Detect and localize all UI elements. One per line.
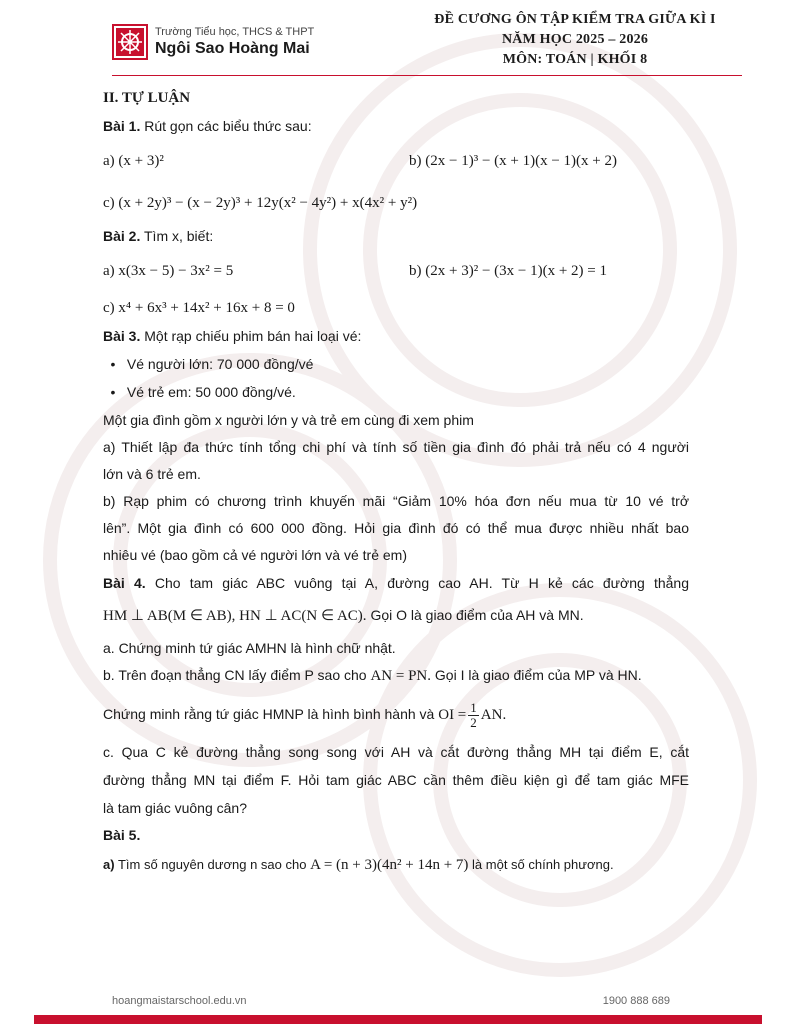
bai2-label: Bài 2. [103,228,141,244]
school-subtitle: Trường Tiểu học, THCS & THPT [155,26,315,38]
section-title: II. TỰ LUẬN [103,90,191,106]
bai3-line1: Một gia đình gồm x người lớn y và trẻ em cùng đi xem phim [103,412,474,428]
bai4-b-post: Gọi I là giao điểm của MP và HN. [434,667,642,683]
title-line-2: NĂM HỌC 2025 – 2026 [501,32,649,47]
bullet-2-text: Vé trẻ em: 50 000 đồng/vé. [126,384,296,400]
bai3-bullet-1 [103,354,313,374]
bai4-a: a. Chứng minh tứ giác AMHN là hình chữ nhật. [103,640,396,656]
bullet-1-text: Vé người lớn: 70 000 đồng/vé [126,356,314,372]
star-logo-icon [112,24,148,60]
bai3-b-line3: nhiêu vé (bao gồm cả vé người lớn và vé trẻ em) [103,547,407,563]
bai3-a-line2: lớn và 6 trẻ em. [103,466,201,482]
bullet-dot-icon: • [110,384,116,400]
bai4-label: Bài 4. [103,575,146,591]
bai5-a-math: A = (n + 3)(4n² + 14n + 7) [310,857,469,873]
bai2-text: Tìm x, biết: [144,228,214,244]
bai3-b-line1: b) Rạp phim có chương trình khuyến mãi “Giảm 10% hóa đơn nếu mua từ 10 vé trở [103,493,689,509]
bai3-b-line2: lên”. Một gia đình có 600 000 đồng. Hỏi gia đình đó có thể mua được nhiều nhất bao [103,520,689,536]
fraction-denominator: 2 [470,714,477,730]
bai4-b-line1 [103,665,642,686]
bai4-b2-pre: Chứng minh rằng tứ giác HMNP là hình bình hành và [103,706,435,722]
footer-phone: 1900 888 689 [602,995,670,1007]
bai5-a-label: a) [103,857,115,872]
bai3-heading [103,326,361,346]
bai1-b: b) (2x − 1)³ − (x + 1)(x − 1)(x + 2) [409,153,618,169]
bai4-b-line2 [103,697,506,732]
bai1-a: a) (x + 3)² [103,153,164,169]
footer-website: hoangmaistarschool.edu.vn [112,995,247,1007]
bai1-text: Rút gọn các biểu thức sau: [144,118,312,134]
bai2-b: b) (2x + 3)² − (3x − 1)(x + 2) = 1 [409,263,608,279]
bai3-a-line1: a) Thiết lập đa thức tính tổng chi phí và tính số tiền gia đình đó phải trả nếu có 4 người [103,439,689,455]
bai5-label: Bài 5. [103,827,141,843]
bai4-c-line2: đường thẳng MN tại điểm F. Hỏi tam giác ABC cần thêm điều kiện gì để tam giác MFE [103,772,689,788]
bai1-c: c) (x + 2y)³ − (x − 2y)³ + 12y(x² − 4y²) + x(4x² + y²) [103,195,418,211]
bai5-a-pre: Tìm số nguyên dương n sao cho [117,857,307,872]
bai5-heading [103,825,140,845]
bai3-bullet-2 [103,382,296,402]
bai2-a: a) x(3x − 5) − 3x² = 5 [103,263,234,279]
document-title [410,10,740,70]
bai3-text: Một rạp chiếu phim bán hai loại vé: [144,328,362,344]
bai4-line2-text: Gọi O là giao điểm của AH và MN. [370,607,584,623]
bai4-c-line1: c. Qua C kẻ đường thẳng song song với AH và cắt đường thẳng MH tại điểm E, cắt [103,744,689,760]
bullet-dot-icon: • [110,356,116,372]
bai3-label: Bài 3. [103,328,141,344]
page-header [0,0,792,80]
bai1-label: Bài 1. [103,118,141,134]
bai2-heading [103,226,213,246]
school-logo [112,24,148,60]
header-divider [112,75,742,76]
bai4-b-pre: b. Trên đoạn thẳng CN lấy điểm P sao cho [103,667,367,683]
bai4-heading [103,573,689,593]
bai4-line2 [103,605,584,626]
bai5-a-post: là một số chính phương. [472,857,614,872]
footer-bar [34,1015,762,1024]
title-line-1: ĐỀ CƯƠNG ÔN TẬP KIỂM TRA GIỮA KÌ I [434,12,716,27]
fraction-numerator: 1 [470,699,477,715]
bai4-perp-math: HM ⊥ AB(M ∈ AB), HN ⊥ AC(N ∈ AC). [103,608,367,624]
bai4-b-math: AN = PN. [370,668,432,684]
bai4-b2-math-pre: OI = [438,707,467,723]
title-line-3: MÔN: TOÁN | KHỐI 8 [502,52,648,67]
bai4-b2-math-post: AN. [480,707,507,723]
bai2-c: c) x⁴ + 6x³ + 14x² + 16x + 8 = 0 [103,300,295,316]
bai1-heading [103,116,312,136]
school-name: Ngôi Sao Hoàng Mai [155,40,310,57]
bai4-text1: Cho tam giác ABC vuông tại A, đường cao AH. Từ H kẻ các đường thẳng [154,575,690,591]
bai4-c-line3: là tam giác vuông cân? [103,800,247,816]
bai5-a [103,855,614,875]
fraction-one-half [468,701,479,730]
